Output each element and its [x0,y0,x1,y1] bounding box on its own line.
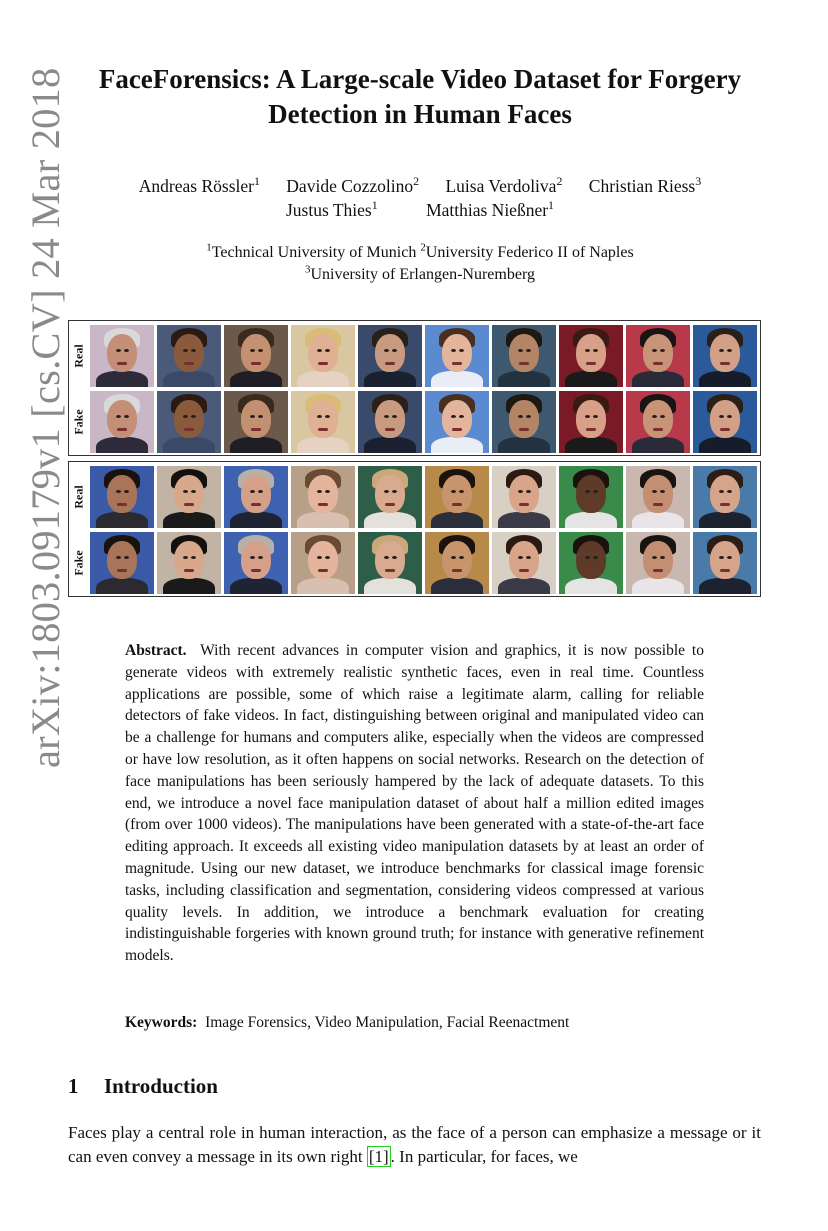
face-eye [124,556,129,559]
fake-face-thumbnail [358,532,422,594]
face-eye [384,349,389,352]
face-mouth [519,428,529,431]
affiliation-line-1 [70,242,770,264]
face-mouth [117,569,127,572]
face-body [498,578,550,594]
face-eye [317,490,322,493]
row-label: Real [71,485,86,509]
face-mouth [586,428,596,431]
face-eye [250,415,255,418]
real-face-thumbnail [224,325,288,387]
author: Luisa Verdoliva$^2$ [445,174,563,196]
author-list [70,174,770,222]
face-head [643,475,673,513]
real-face-thumbnail [291,325,355,387]
face-head [710,400,740,438]
face-head [442,475,472,513]
fake-face-thumbnail [224,532,288,594]
abstract-text: With recent advances in computer vision and graphics, it is now possible to generate videos with extremely realistic synthetic faces, even in real time. Countless applications are possible, some of which raise a legitimate alarm, calling for reliable detectors of fake videos. In fact, distinguishing between original and manipulated video can be a challenge for humans and computers alike, especially when the videos are compressed or have low resolution, as it often happens on social networks. Research on the detection of face manipulations has been seriously hampered by the lack of adequate datasets. To this end, we introduce a novel face manipulation dataset of about half a million edited images (from over 1000 videos). The manipulations have been generated with a state-of-the-art face editing approach. It exceeds all existing video manipulation datasets by at least an order of magnitude. Using our new dataset, we introduce benchmarks for classical image forensic tasks, including classification and segmentation, considering videos compressed at various quality levels. In addition, we introduce a benchmark evaluation for creating indistinguishable forgeries with known ground truth; for instance with generative refinement models. [125,642,704,965]
real-face-thumbnail [90,466,154,528]
fake-face-thumbnail [559,391,623,453]
face-body [96,371,148,387]
face-mouth [117,503,127,506]
fake-face-thumbnail [626,532,690,594]
face-head [241,400,271,438]
abstract [125,640,704,967]
face-head [375,400,405,438]
face-eye [719,490,724,493]
face-eye [183,415,188,418]
face-eye [451,556,456,559]
face-eye [325,349,330,352]
face-body [163,512,215,528]
keywords [125,1012,725,1034]
face-eye [124,415,129,418]
face-eye [585,415,590,418]
intro-paragraph [68,1121,761,1168]
figure-row-fake [69,389,760,455]
face-mouth [318,569,328,572]
face-eye [727,349,732,352]
face-body [230,371,282,387]
face-mouth [385,503,395,506]
author-line-1 [70,174,770,198]
face-eye [384,556,389,559]
face-head [509,475,539,513]
fake-face-thumbnail [559,532,623,594]
face-eye [250,349,255,352]
face-body [297,512,349,528]
fake-face-thumbnail [291,532,355,594]
face-body [632,437,684,453]
face-eye [384,490,389,493]
face-head [107,400,137,438]
face-body [163,578,215,594]
real-face-thumbnail [291,466,355,528]
face-head [241,475,271,513]
face-body [632,578,684,594]
face-mouth [720,569,730,572]
face-mouth [452,503,462,506]
paper-title [70,62,770,132]
face-body [364,512,416,528]
section-heading [68,1072,668,1100]
face-eye [451,349,456,352]
real-face-thumbnail [425,466,489,528]
face-eye [727,556,732,559]
face-body [498,512,550,528]
face-eye [593,490,598,493]
face-head [643,400,673,438]
face-body [230,578,282,594]
real-face-thumbnail [626,466,690,528]
face-body [364,578,416,594]
author: Matthias Nießner$^1$ [426,198,554,220]
face-head [643,334,673,372]
face-eye [526,556,531,559]
face-eye [526,349,531,352]
fake-face-thumbnail [492,391,556,453]
face-body [498,371,550,387]
face-eye [585,349,590,352]
face-eye [459,415,464,418]
face-eye [191,490,196,493]
face-head [710,475,740,513]
face-mouth [251,362,261,365]
row-label: Real [71,344,86,368]
face-eye [124,349,129,352]
face-mouth [720,362,730,365]
section-title: Introduction [104,1074,218,1098]
face-mouth [117,362,127,365]
face-mouth [251,428,261,431]
real-face-thumbnail [224,466,288,528]
figure-group-2 [68,461,761,597]
face-head [308,334,338,372]
face-eye [116,415,121,418]
face-eye [258,415,263,418]
figure-group-1 [68,320,761,456]
face-eye [652,490,657,493]
real-face-thumbnail [425,325,489,387]
title-line-2: Detection in Human Faces [268,99,572,129]
face-mouth [452,362,462,365]
face-body [565,512,617,528]
face-mouth [251,503,261,506]
affiliation-line-2 [70,264,770,286]
face-eye [459,490,464,493]
face-body [230,437,282,453]
face-eye [526,490,531,493]
fake-face-thumbnail [492,532,556,594]
face-mouth [720,503,730,506]
face-eye [459,556,464,559]
face-head [174,475,204,513]
author-line-2 [70,198,770,222]
face-eye [116,490,121,493]
face-head [375,541,405,579]
face-body [431,437,483,453]
face-eye [116,349,121,352]
face-eye [526,415,531,418]
face-eye [518,556,523,559]
face-mouth [184,569,194,572]
face-eye [116,556,121,559]
face-head [308,400,338,438]
face-eye [183,490,188,493]
figure-row-fake [69,530,760,596]
face-body [565,371,617,387]
author: Christian Riess$^3$ [588,174,702,196]
citation-link[interactable]: [1] [368,1146,389,1166]
real-face-thumbnail [157,325,221,387]
face-head [576,334,606,372]
face-eye [191,556,196,559]
face-eye [459,349,464,352]
face-mouth [318,503,328,506]
face-head [509,334,539,372]
fake-face-thumbnail [90,532,154,594]
fake-face-thumbnail [626,391,690,453]
face-body [565,437,617,453]
face-eye [719,349,724,352]
face-mouth [385,428,395,431]
face-eye [317,349,322,352]
keywords-label: Keywords: [125,1014,198,1031]
face-head [442,400,472,438]
face-eye [660,415,665,418]
face-body [699,371,751,387]
real-face-thumbnail [559,325,623,387]
figure-row-real [69,323,760,389]
face-head [241,541,271,579]
face-body [364,371,416,387]
face-body [632,371,684,387]
real-face-thumbnail [492,325,556,387]
face-mouth [184,362,194,365]
affiliation-list [70,242,770,286]
affiliation: $^1$Technical University of Munich [206,241,417,261]
face-head [576,541,606,579]
face-mouth [720,428,730,431]
face-mouth [452,569,462,572]
face-eye [183,349,188,352]
face-mouth [653,569,663,572]
affiliation: $^3$University of Erlangen-Nuremberg [305,263,535,283]
face-eye [392,490,397,493]
real-face-thumbnail [90,325,154,387]
face-body [431,371,483,387]
face-mouth [653,428,663,431]
face-head [442,334,472,372]
arxiv-stamp-text: arXiv:1803.09179v1 [cs.CV] 24 Mar 2018 [23,67,68,768]
face-eye [392,349,397,352]
face-eye [660,349,665,352]
face-head [107,475,137,513]
face-eye [660,556,665,559]
author: Davide Cozzolino$^2$ [286,174,420,196]
face-eye [258,490,263,493]
face-body [163,371,215,387]
face-eye [183,556,188,559]
face-body [431,578,483,594]
face-mouth [184,503,194,506]
row-label: Fake [71,409,86,435]
face-mouth [519,569,529,572]
face-mouth [385,362,395,365]
face-head [174,334,204,372]
fake-face-thumbnail [291,391,355,453]
face-body [163,437,215,453]
real-face-thumbnail [157,466,221,528]
face-eye [652,349,657,352]
face-eye [317,556,322,559]
face-eye [518,349,523,352]
fake-face-thumbnail [157,532,221,594]
face-mouth [519,503,529,506]
fake-face-thumbnail [425,532,489,594]
face-mouth [385,569,395,572]
face-eye [250,556,255,559]
face-body [699,512,751,528]
face-eye [325,490,330,493]
face-body [364,437,416,453]
face-eye [593,556,598,559]
row-label: Fake [71,550,86,576]
face-mouth [318,428,328,431]
face-mouth [452,428,462,431]
face-eye [518,490,523,493]
face-head [509,541,539,579]
real-face-thumbnail [693,466,757,528]
face-eye [392,415,397,418]
face-head [241,334,271,372]
face-eye [652,415,657,418]
face-eye [660,490,665,493]
face-eye [392,556,397,559]
face-head [107,541,137,579]
face-eye [317,415,322,418]
face-head [509,400,539,438]
fake-face-thumbnail [90,391,154,453]
face-eye [593,349,598,352]
real-face-thumbnail [559,466,623,528]
face-eye [593,415,598,418]
face-head [107,334,137,372]
affiliation: $^2$University Federico II of Naples [420,241,634,261]
face-mouth [318,362,328,365]
face-eye [258,349,263,352]
face-eye [258,556,263,559]
fake-face-thumbnail [693,532,757,594]
face-body [230,512,282,528]
face-eye [191,349,196,352]
face-eye [325,415,330,418]
title-line-1: FaceForensics: A Large-scale Video Dataset for Forgery [98,64,742,94]
keywords-text: Image Forensics, Video Manipulation, Facial Reenactment [205,1014,570,1031]
face-eye [124,490,129,493]
face-eye [719,556,724,559]
real-face-thumbnail [358,466,422,528]
face-head [174,541,204,579]
fake-face-thumbnail [425,391,489,453]
figure-row-real [69,464,760,530]
face-body [96,437,148,453]
real-face-thumbnail [626,325,690,387]
real-face-thumbnail [693,325,757,387]
face-head [308,475,338,513]
face-eye [585,556,590,559]
face-mouth [653,362,663,365]
face-head [375,334,405,372]
author: Andreas Rössler$^1$ [138,174,260,196]
author: Justus Thies$^1$ [286,198,378,220]
face-head [643,541,673,579]
face-head [576,400,606,438]
fake-face-thumbnail [693,391,757,453]
fake-face-thumbnail [224,391,288,453]
face-body [297,437,349,453]
face-body [96,578,148,594]
face-head [174,400,204,438]
face-body [565,578,617,594]
face-eye [518,415,523,418]
face-eye [325,556,330,559]
face-eye [250,490,255,493]
face-eye [384,415,389,418]
real-face-thumbnail [358,325,422,387]
fake-face-thumbnail [358,391,422,453]
face-head [576,475,606,513]
face-mouth [586,569,596,572]
face-body [297,371,349,387]
face-eye [451,490,456,493]
face-eye [191,415,196,418]
face-head [375,475,405,513]
face-eye [451,415,456,418]
intro-text-cont: . In particular, for faces, we [390,1146,578,1166]
section-number: 1 [68,1074,79,1098]
face-eye [727,490,732,493]
face-mouth [586,503,596,506]
face-body [297,578,349,594]
teaser-figure [68,320,761,597]
abstract-label: Abstract. [125,642,187,659]
face-body [632,512,684,528]
face-mouth [519,362,529,365]
face-body [96,512,148,528]
face-body [431,512,483,528]
face-eye [719,415,724,418]
face-eye [652,556,657,559]
face-body [699,437,751,453]
intro-text: Faces play a central role in human interaction, as the face of a person can emphasize a message or it can even convey a message in its own right [68,1123,761,1166]
face-head [710,541,740,579]
real-face-thumbnail [492,466,556,528]
face-head [442,541,472,579]
face-mouth [117,428,127,431]
face-mouth [251,569,261,572]
face-eye [585,490,590,493]
face-head [308,541,338,579]
face-mouth [586,362,596,365]
fake-face-thumbnail [157,391,221,453]
face-eye [727,415,732,418]
face-head [710,334,740,372]
face-body [699,578,751,594]
face-mouth [184,428,194,431]
face-body [498,437,550,453]
face-mouth [653,503,663,506]
